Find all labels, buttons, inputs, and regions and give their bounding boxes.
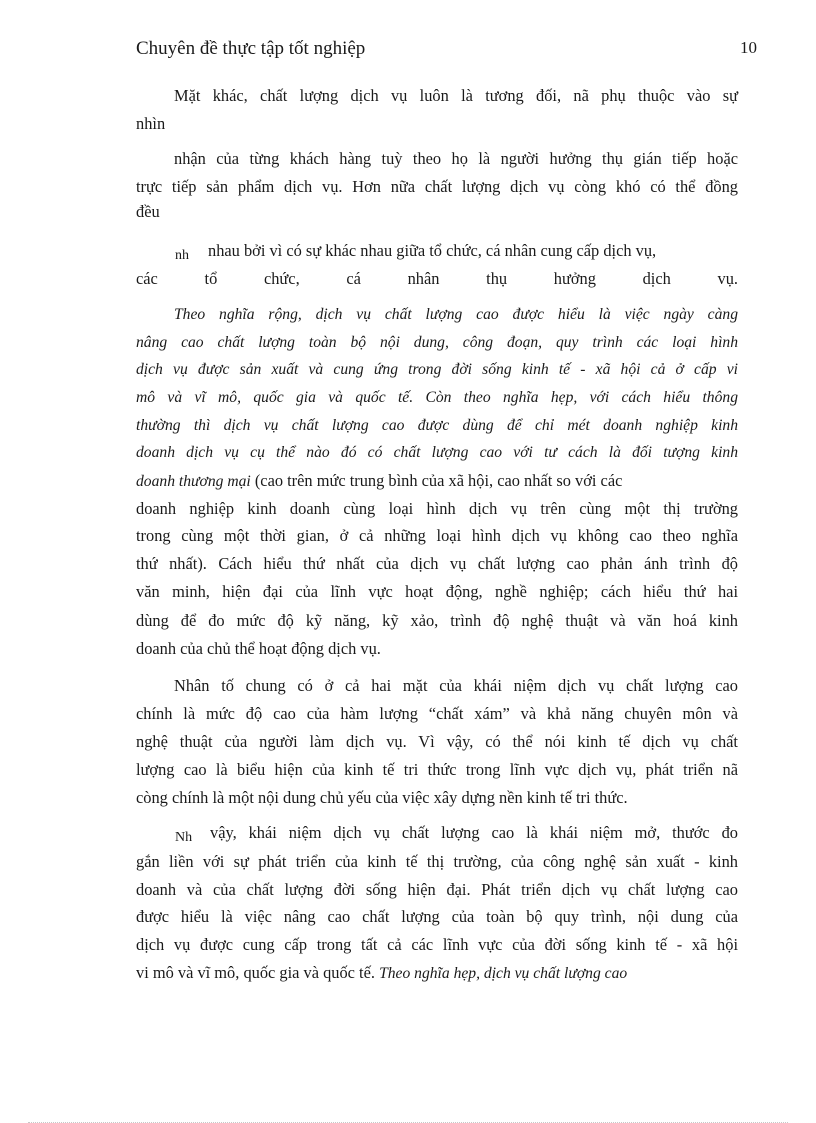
paragraph-4-line-13: doanh của chủ thể hoạt động dịch vụ. bbox=[136, 639, 381, 658]
paragraph-6-line-5: dịch vụ được cung cấp trong tất cả các lĩnh vực của đời sống kinh tế - xã hội bbox=[136, 935, 738, 954]
paragraph-5-line-1: Nhân tố chung có ở cả hai mặt của khái niệm dịch vụ chất lượng cao bbox=[174, 676, 738, 695]
paragraph-6-line-6-italic: Theo nghĩa hẹp, dịch vụ chất lượng cao bbox=[379, 965, 628, 982]
paragraph-1-line-1: Mặt khác, chất lượng dịch vụ luôn là tương đối, nã phụ thuộc vào sự bbox=[174, 86, 738, 105]
paragraph-4-line-7-regular: (cao trên mức trung bình của xã hội, cao nhất so với các bbox=[250, 471, 623, 490]
page-header-title: Chuyên đề thực tập tốt nghiệp bbox=[136, 38, 366, 59]
paragraph-2-line-1: nhận của từng khách hàng tuỳ theo họ là người hưởng thụ gián tiếp hoặc bbox=[174, 149, 738, 168]
paragraph-4-line-2: nâng cao chất lượng toàn bộ nội dung, công đoạn, quy trình các loại hình bbox=[136, 334, 738, 351]
paragraph-4-line-1: Theo nghĩa rộng, dịch vụ chất lượng cao được hiểu là việc ngày càng bbox=[174, 306, 738, 323]
page-number: 10 bbox=[740, 38, 757, 57]
paragraph-6-line-1: vậy, khái niệm dịch vụ chất lượng cao là khái niệm mở, thước đo bbox=[210, 823, 738, 842]
paragraph-5-line-2: chính là mức độ cao của hàm lượng “chất xám” và khả năng chuyên môn và bbox=[136, 704, 738, 723]
paragraph-4-line-7 bbox=[136, 470, 738, 493]
paragraph-6-fragment: Nh bbox=[175, 830, 193, 845]
paragraph-4-line-8: doanh nghiệp kinh doanh cùng loại hình dịch vụ trên cùng một thị trường bbox=[136, 499, 738, 518]
paragraph-4-line-7-italic: doanh thương mại bbox=[136, 473, 251, 490]
paragraph-6-line-3: doanh và của chất lượng đời sống hiện đại. Phát triển dịch vụ chất lượng cao bbox=[136, 880, 738, 899]
paragraph-6-line-4: được hiểu là việc nâng cao chất lượng của toàn bộ quy trình, nội dung của bbox=[136, 907, 738, 926]
paragraph-4-line-3: dịch vụ được sản xuất và cung ứng trong đời sống kinh tế - xã hội cả ở cấp vi bbox=[136, 361, 738, 378]
paragraph-5-line-4: lượng cao là biểu hiện của kinh tế tri thức trong lĩnh vực dịch vụ, phát triển nã bbox=[136, 760, 738, 779]
paragraph-4-line-12: dùng để đo mức độ kỹ năng, kỹ xảo, trình độ nghệ thuật và văn hoá kinh bbox=[136, 611, 738, 630]
paragraph-6-line-6-regular: vi mô và vĩ mô, quốc gia và quốc tế. bbox=[136, 963, 380, 982]
paragraph-3-fragment: nh bbox=[175, 248, 189, 263]
paragraph-3-line-1: nhau bởi vì có sự khác nhau giữa tổ chức, cá nhân cung cấp dịch vụ, bbox=[208, 241, 657, 260]
paragraph-2-line-2: trực tiếp sản phẩm dịch vụ. Hơn nữa chất lượng dịch vụ còng khó có thể đồng bbox=[136, 177, 738, 196]
paragraph-4-line-5: thường thì dịch vụ chất lượng cao được dùng để chỉ mét doanh nghiệp kinh bbox=[136, 417, 738, 434]
paragraph-3-line-2: các tổ chức, cá nhân thụ hưởng dịch vụ. bbox=[136, 269, 738, 288]
paragraph-2-line-3: đều bbox=[136, 202, 160, 221]
paragraph-4-line-9: trong cùng một thời gian, ở cả những loại hình dịch vụ không cao theo nghĩa bbox=[136, 526, 738, 545]
paragraph-4-line-10: thứ nhất). Cách hiểu thứ nhất của dịch vụ chất lượng cao phản ánh trình độ bbox=[136, 554, 738, 573]
paragraph-4-line-11: văn minh, hiện đại của lĩnh vực hoạt động, nghề nghiệp; cách hiểu thứ hai bbox=[136, 582, 738, 601]
paragraph-4-line-4: mô và vĩ mô, quốc gia và quốc tế. Còn theo nghĩa hẹp, với cách hiểu thông bbox=[136, 389, 738, 406]
paragraph-1-line-2: nhìn bbox=[136, 114, 166, 133]
paragraph-4-line-6: doanh dịch vụ cụ thể nào đó có chất lượng cao với tư cách là đối tượng kinh bbox=[136, 444, 738, 461]
paragraph-5-line-3: nghệ thuật của người làm dịch vụ. Vì vậy, có thể nói kinh tế dịch vụ chất bbox=[136, 732, 738, 751]
paragraph-5-line-5: còng chính là một nội dung chủ yếu của việc xây dựng nền kinh tế tri thức. bbox=[136, 788, 628, 807]
paragraph-6-line-6 bbox=[136, 962, 738, 985]
paragraph-6-line-2: gắn liền với sự phát triển của kinh tế thị trường, của công nghệ sản xuất - kinh bbox=[136, 852, 738, 871]
